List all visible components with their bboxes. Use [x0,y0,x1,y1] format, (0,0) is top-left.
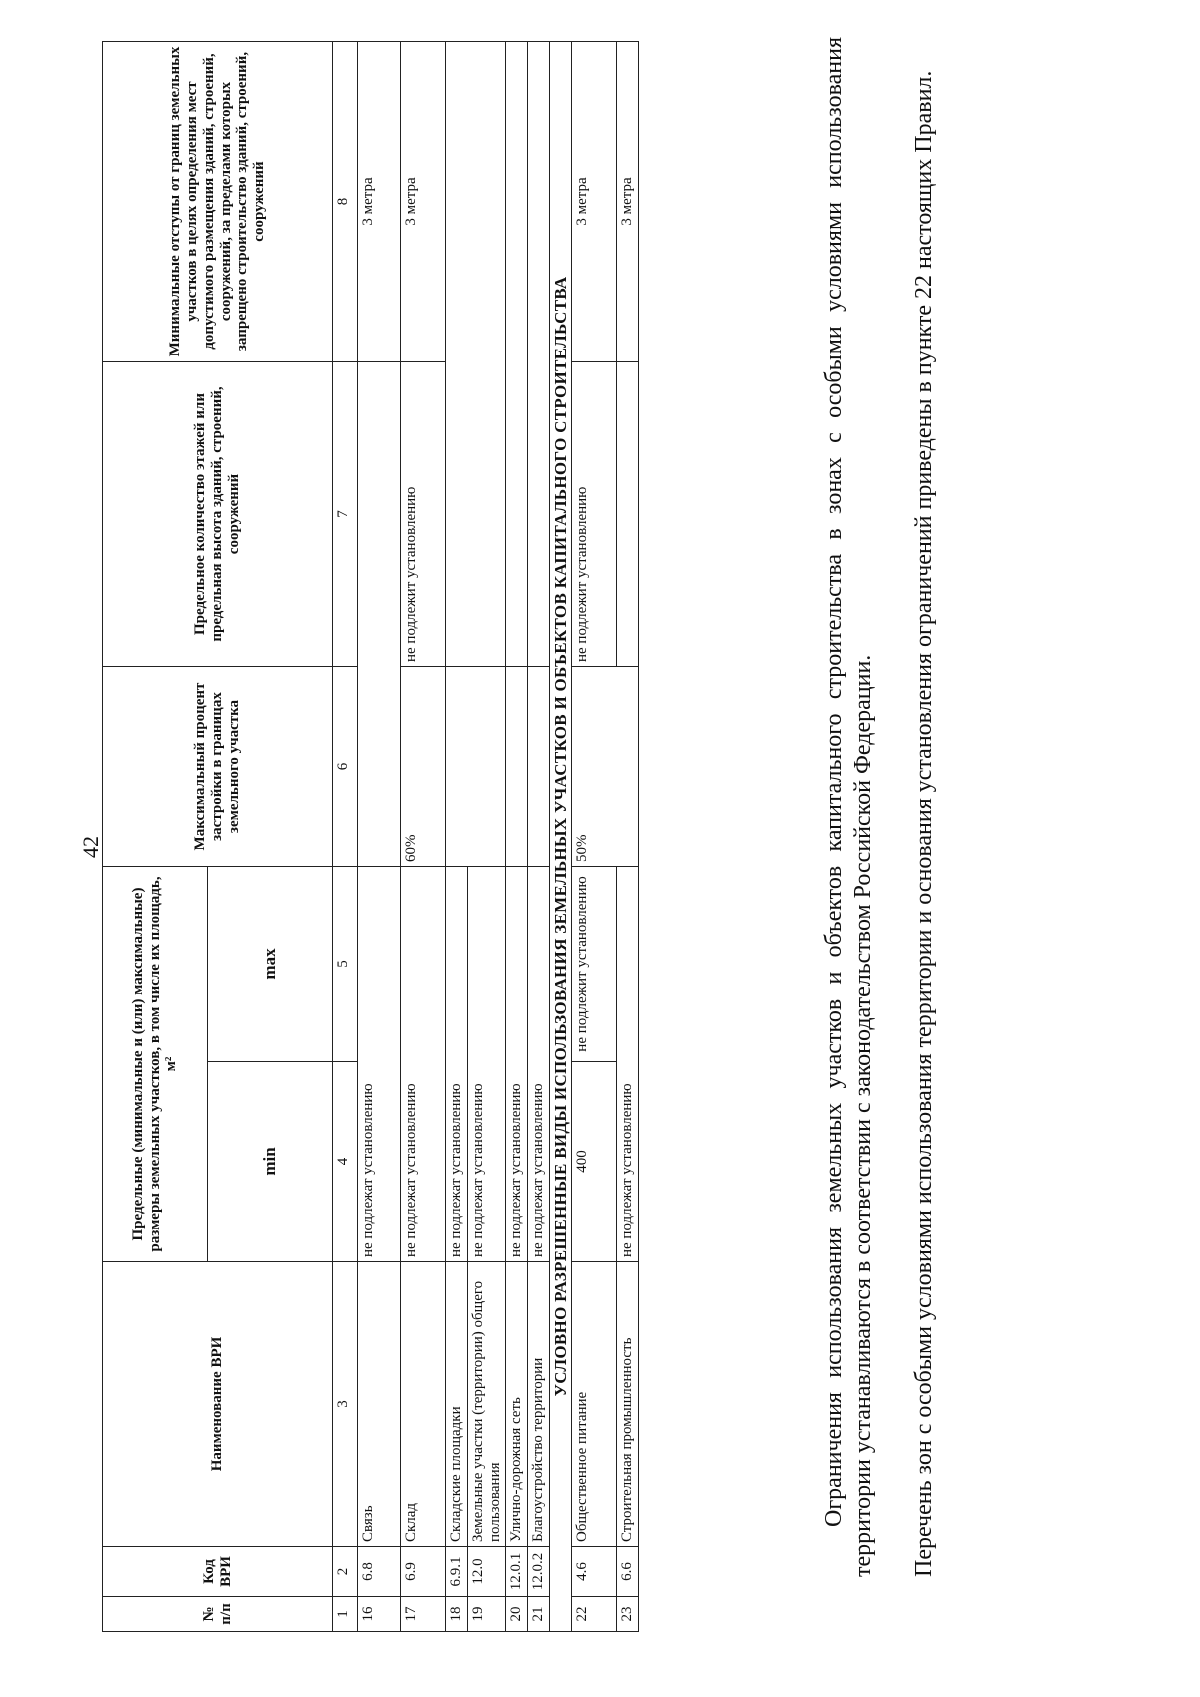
header-floors: Предельное количество этажей или предельная высота зданий, строений, сооружений [103,362,333,667]
row-name: Общественное питание [572,1262,617,1547]
row-minmax: не подлежат установлению [617,867,639,1262]
paragraph-zones-list: Перечень зон с особыми условиями использования территории и основания установления ограничений приведены в пункте 22 настоящих Правил. [911,70,937,1577]
row-num: 23 [617,1597,639,1632]
row-code: 6.9.1 [446,1547,468,1597]
row-num: 18 [446,1597,468,1632]
table-row [446,42,468,1632]
col-number: 2 [333,1547,358,1597]
table-row [528,42,550,1632]
column-number-row [333,42,358,1632]
col-number: 8 [333,42,358,362]
row-minmax: не подлежат установлению [467,867,506,1262]
row-floors: не подлежит установлению [572,362,617,667]
row-percent: 60% [401,667,446,867]
header-percent: Максимальный процент застройки в границах земельного участка [103,667,333,867]
header-max: max [208,867,333,1062]
col-number: 1 [333,1597,358,1632]
row-max: не подлежит установлению [572,867,617,1062]
row-code: 12.0 [467,1547,506,1597]
row-floors-setback [446,42,506,667]
table-row [572,42,617,1632]
row-minmax: не подлежат установлению [358,867,401,1262]
header-code: Код ВРИ [103,1547,333,1597]
section-row [549,42,571,1632]
table-row [358,42,401,1632]
row-code: 6.8 [358,1547,401,1597]
row-code: 12.0.1 [506,1547,528,1597]
row-num: 17 [401,1597,446,1632]
row-code: 4.6 [572,1547,617,1597]
row-num: 16 [358,1597,401,1632]
row-num: 21 [528,1597,550,1632]
row-floors-setback [506,42,528,667]
row-percent: 50% [572,667,639,867]
paragraph-restrictions: Ограничения использования земельных участков и объектов капитального строительства в зонах с особыми условиями использования территории устанавливаются в соответствии с законодательством Российской Федерации. [821,37,876,1577]
row-percent-floors [358,362,401,867]
table-row [506,42,528,1632]
row-code: 6.9 [401,1547,446,1597]
regulations-table [102,41,639,1632]
header-size: Предельные (минимальные и (или) максимальные) размеры земельных участков, в том числе их площадь, м² [103,867,208,1262]
col-number: 4 [333,1062,358,1262]
section-title: УСЛОВНО РАЗРЕШЕННЫЕ ВИДЫ ИСПОЛЬЗОВАНИЯ ЗЕМЕЛЬНЫХ УЧАСТКОВ И ОБЪЕКТОВ КАПИТАЛЬНОГО СТРОИТЕЛЬСТВА [549,42,571,1632]
col-number: 3 [333,1262,358,1547]
row-minmax: не подлежат установлению [506,867,528,1262]
header-min: min [208,1062,333,1262]
row-minmax: не подлежат установлению [528,867,550,1262]
row-name: Благоустройство территории [528,1262,550,1547]
col-number: 5 [333,867,358,1062]
row-floors-setback [528,42,550,667]
header-name: Наименование ВРИ [103,1262,333,1547]
row-floors: не подлежит установлению [401,362,446,667]
row-num: 22 [572,1597,617,1632]
row-code: 6.6 [617,1547,639,1597]
header-setback: Минимальные отступы от границ земельных участков в целях определения мест допустимого размещения зданий, строений, сооружений, за пределами которых запрещено строительство зданий, строений, сооружений [103,42,333,362]
row-num: 19 [467,1597,506,1632]
row-percent [528,667,550,867]
header-row-1 [103,42,208,1632]
row-minmax: не подлежат установлению [446,867,468,1262]
row-setback: 3 метра [572,42,617,362]
row-name: Земельные участки (территории) общего пользования [467,1262,506,1547]
col-number: 6 [333,667,358,867]
row-min: 400 [572,1062,617,1262]
row-num: 20 [506,1597,528,1632]
row-name: Склад [401,1262,446,1547]
header-num: № п/п [103,1597,333,1632]
table-row [401,42,446,1632]
col-number: 7 [333,362,358,667]
row-setback: 3 метра [401,42,446,362]
row-percent [446,667,506,867]
page-number: 42 [78,836,103,858]
row-name: Улично-дорожная сеть [506,1262,528,1547]
row-setback: 3 метра [358,42,401,362]
row-code: 12.0.2 [528,1547,550,1597]
row-floors [617,362,639,667]
row-name: Складские площадки [446,1262,468,1547]
row-name: Связь [358,1262,401,1547]
row-name: Строительная промышленность [617,1262,639,1547]
row-minmax: не подлежат установлению [401,867,446,1262]
row-percent [506,667,528,867]
row-setback: 3 метра [617,42,639,362]
